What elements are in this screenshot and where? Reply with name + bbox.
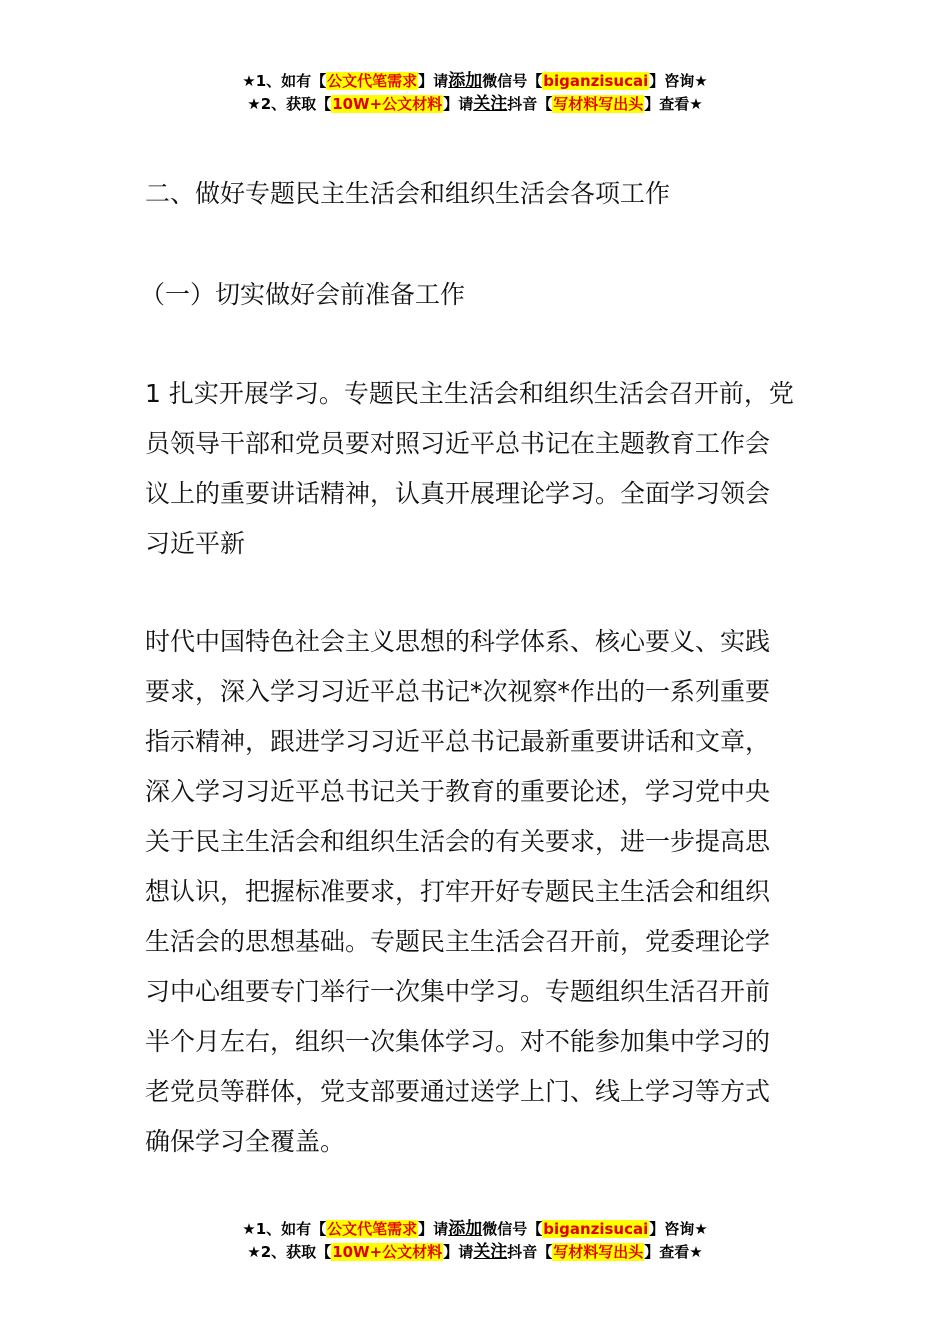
paragraph-line: 要求，深入学习习近平总书记*次视察*作出的一系列重要 xyxy=(145,677,771,706)
banner-highlight-service: 公文代笔需求 xyxy=(327,72,418,90)
paragraph-line: 1 扎实开展学习。专题民主生活会和组织生活会召开前，党 xyxy=(145,379,794,408)
banner-highlight-douyin: 写材料写出头 xyxy=(553,95,644,113)
paragraph-line: 生活会的思想基础。专题民主生活会召开前，党委理论学 xyxy=(145,927,771,956)
banner-highlight-materials: 10W+公文材料 xyxy=(332,1243,443,1261)
paragraph-line: 习近平新 xyxy=(145,529,246,558)
header-banner xyxy=(0,70,950,116)
banner-highlight-wechat: biganzisucai xyxy=(543,72,649,90)
subsection-heading: （一）切实做好会前准备工作 xyxy=(140,280,466,309)
paragraph-line: 深入学习习近平总书记关于教育的重要论述，学习党中央 xyxy=(145,777,771,806)
paragraph-study-content xyxy=(145,617,810,1167)
paragraph-line: 确保学习全覆盖。 xyxy=(145,1127,346,1156)
banner-line-1: ★1、如有【公文代笔需求】请添加微信号【biganzisucai】咨询★ xyxy=(242,1219,708,1239)
banner-highlight-service: 公文代笔需求 xyxy=(327,1220,418,1238)
paragraph-line: 想认识，把握标准要求，打牢开好专题民主生活会和组织 xyxy=(145,877,771,906)
paragraph-line: 关于民主生活会和组织生活会的有关要求，进一步提高思 xyxy=(145,827,771,856)
paragraph-line: 时代中国特色社会主义思想的科学体系、核心要义、实践 xyxy=(145,627,771,656)
banner-highlight-materials: 10W+公文材料 xyxy=(332,95,443,113)
banner-line-2: ★2、获取【10W+公文材料】请关注抖音【写材料写出头】查看★ xyxy=(247,1242,703,1262)
paragraph-line: 习中心组要专门举行一次集中学习。专题组织生活召开前 xyxy=(145,977,771,1006)
paragraph-study-intro xyxy=(145,369,810,569)
banner-line-1: ★1、如有【公文代笔需求】请添加微信号【biganzisucai】咨询★ xyxy=(242,71,708,91)
section-heading: 二、做好专题民主生活会和组织生活会各项工作 xyxy=(145,179,671,208)
paragraph-line: 员领导干部和党员要对照习近平总书记在主题教育工作会 xyxy=(145,429,771,458)
paragraph-line: 议上的重要讲话精神，认真开展理论学习。全面学习领会 xyxy=(145,479,771,508)
footer-banner xyxy=(0,1218,950,1264)
paragraph-line: 老党员等群体，党支部要通过送学上门、线上学习等方式 xyxy=(145,1077,771,1106)
paragraph-line: 指示精神，跟进学习习近平总书记最新重要讲话和文章， xyxy=(145,727,771,756)
banner-line-2: ★2、获取【10W+公文材料】请关注抖音【写材料写出头】查看★ xyxy=(247,94,703,114)
banner-highlight-wechat: biganzisucai xyxy=(543,1220,649,1238)
banner-highlight-douyin: 写材料写出头 xyxy=(553,1243,644,1261)
paragraph-line: 半个月左右，组织一次集体学习。对不能参加集中学习的 xyxy=(145,1027,771,1056)
